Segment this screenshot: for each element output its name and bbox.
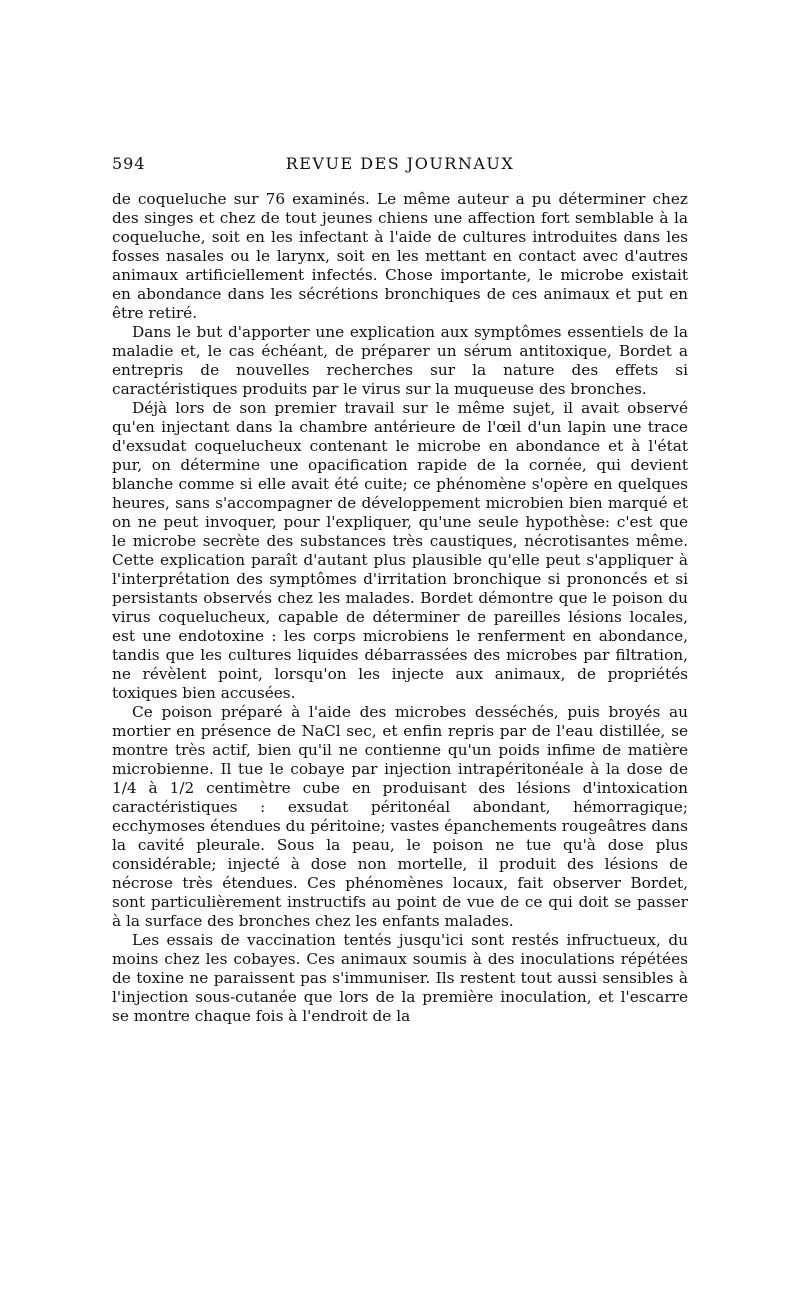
page-header xyxy=(112,150,688,190)
paragraph-4: Ce poison préparé à l'aide des microbes desséchés, puis broyés au mortier en présence de NaCl sec, et enfin repris par de l'eau distillée, se montre très actif, bien qu'il ne contienne qu'un poids infime de matière microbienne. Il tue le cobaye par injection intrapéritonéale à la dose de 1/4 à 1/2 centimètre cube en produisant des lésions d'intoxication caractéristiques : exsudat péritonéal abondant, hémorragique; ecchymoses étendues du péritoine; vastes épanchements rougeâtres dans la cavité pleurale. Sous la peau, le poison ne tue qu'à dose plus considérable; injecté à dose non mortelle, il produit des lésions de nécrose très étendues. Ces phénomènes locaux, fait observer Bordet, sont particulièrement instructifs au point de vue de ce qui doit se passer à la surface des bronches chez les enfants malades. xyxy=(112,703,688,930)
running-title: REVUE DES JOURNAUX xyxy=(285,154,515,173)
document-page xyxy=(112,150,688,1250)
paragraph-2: Dans le but d'apporter une explication aux symptômes essentiels de la maladie et, le cas échéant, de préparer un sérum antitoxique, Bordet a entrepris de nouvelles recherches sur la nature des effets si caractéristiques produits par le virus sur la muqueuse des bronches. xyxy=(112,323,688,398)
paragraph-5: Les essais de vaccination tentés jusqu'ici sont restés infructueux, du moins chez les cobayes. Ces animaux soumis à des inoculations répétées de toxine ne paraissent pas s'immuniser. Ils restent tout aussi sensibles à l'injection sous-cutanée que lors de la première inoculation, et l'escarre se montre chaque fois à l'endroit de la xyxy=(112,931,688,1025)
page-number: 594 xyxy=(112,154,146,173)
paragraph-1: de coqueluche sur 76 examinés. Le même auteur a pu déterminer chez des singes et chez de tout jeunes chiens une affection fort semblable à la coqueluche, soit en les infectant à l'aide de cultures introduites dans les fosses nasales ou le larynx, soit en les mettant en contact avec d'autres animaux artificiellement infectés. Chose importante, le microbe existait en abondance dans les sécrétions bronchiques de ces animaux et put en être retiré. xyxy=(112,190,688,322)
body-text xyxy=(112,190,688,1026)
paragraph-3: Déjà lors de son premier travail sur le même sujet, il avait observé qu'en injectant dans la chambre antérieure de l'œil d'un lapin une trace d'exsudat coquelucheux contenant le microbe en abondance et à l'état pur, on détermine une opacification rapide de la cornée, qui devient blanche comme si elle avait été cuite; ce phénomène s'opère en quelques heures, sans s'accompagner de développement microbien bien marqué et on ne peut invoquer, pour l'expliquer, qu'une seule hypothèse: c'est que le microbe secrète des substances très caustiques, nécrotisantes même. Cette explication paraît d'autant plus plausible qu'elle peut s'appliquer à l'interprétation des symptômes d'irritation bronchique si prononcés et si persistants observés chez les malades. Bordet démontre que le poison du virus coquelucheux, capable de déterminer de pareilles lésions locales, est une endotoxine : les corps microbiens le renferment en abondance, tandis que les cultures liquides débarrassées des microbes par filtration, ne révèlent point, lorsqu'on les injecte aux animaux, de propriétés toxiques bien accusées. xyxy=(112,399,688,702)
